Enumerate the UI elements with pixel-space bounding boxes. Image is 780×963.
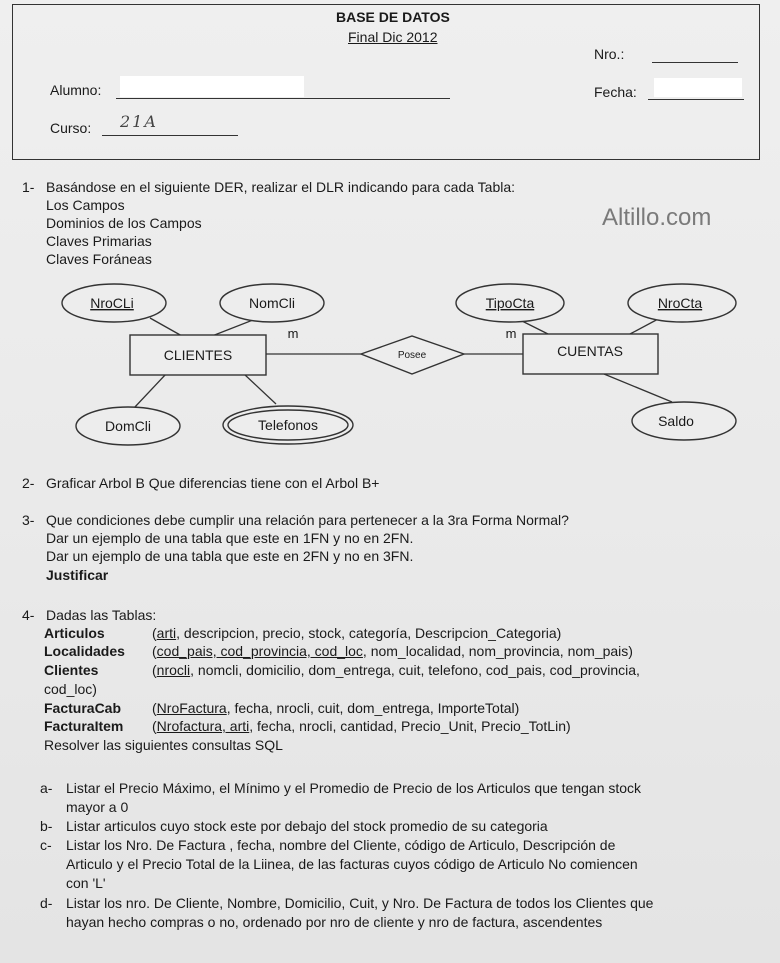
watermark: Altillo.com <box>602 204 712 231</box>
table-fields: , fecha, nrocli, cantidad, Precio_Unit, Precio_TotLin) <box>249 718 571 734</box>
item-c-line3: con 'L' <box>66 875 106 891</box>
nrocli-label: NroCLi <box>90 295 134 311</box>
q4-number: 4- <box>22 607 35 623</box>
item-d-line2: hayan hecho compras o no, ordenado por nro de cliente y nro de factura, ascendentes <box>66 914 603 930</box>
link-telefonos <box>244 374 276 404</box>
er-diagram <box>0 0 780 470</box>
item-c-letter: c- <box>40 837 52 853</box>
posee-label: Posee <box>397 350 427 361</box>
exam-title: BASE DE DATOS <box>336 9 450 25</box>
item-b-letter: b- <box>40 818 53 834</box>
q1-item: Claves Foráneas <box>46 251 152 267</box>
q3-number: 3- <box>22 512 35 528</box>
table-name: FacturaCab <box>44 700 122 716</box>
table-name: Articulos <box>44 625 105 641</box>
q2-text: Graficar Arbol B Que diferencias tiene con el Arbol B+ <box>46 475 380 491</box>
table-name: FacturaItem <box>44 718 124 734</box>
fecha-label: Fecha: <box>594 84 637 100</box>
alumno-label: Alumno: <box>50 82 102 98</box>
nomcli-label: NomCli <box>249 295 295 311</box>
q1-item: Dominios de los Campos <box>46 215 202 231</box>
nrocta-label: NroCta <box>657 295 703 311</box>
table-clientes: Clientes (nrocli, nomcli, domicilio, dom_entrega, cuit, telefono, cod_pais, cod_provincia, <box>44 662 640 678</box>
q1-text: Basándose en el siguiente DER, realizar el DLR indicando para cada Tabla: <box>46 179 516 195</box>
q3-text: Que condiciones debe cumplir una relación para pertenecer a la 3ra Forma Normal? <box>46 512 569 528</box>
item-b-line1: Listar articulos cuyo stock este por debajo del stock promedio de su categoria <box>66 818 548 834</box>
q1-item: Los Campos <box>46 197 125 213</box>
primary-key: NroFactura <box>156 700 227 716</box>
table-facturaitem: FacturaItem (Nrofactura, arti, fecha, nrocli, cantidad, Precio_Unit, Precio_TotLin) <box>44 718 571 734</box>
q1-item: Claves Primarias <box>46 233 152 249</box>
curso-label: Curso: <box>50 120 92 136</box>
q3-justificar: Justificar <box>46 567 109 583</box>
q2-number: 2- <box>22 475 35 491</box>
primary-key: arti <box>156 625 177 641</box>
table-fields: , descripcion, precio, stock, categoría, Descripcion_Categoria) <box>176 625 562 641</box>
cardinality-m-right: m <box>505 326 517 341</box>
primary-key: Nrofactura, arti <box>156 718 250 734</box>
table-name: Clientes <box>44 662 99 678</box>
item-c-line2: Articulo y el Precio Total de la Liinea, de las facturas cuyos código de Articulo No comiencen <box>66 856 638 872</box>
link-saldo <box>604 374 672 402</box>
table-clientes-cont: cod_loc) <box>44 681 97 697</box>
resolver-sql: Resolver las siguientes consultas SQL <box>44 737 283 753</box>
link-nrocli <box>150 318 182 336</box>
domcli-label: DomCli <box>105 418 151 434</box>
clientes-label: CLIENTES <box>163 347 233 363</box>
nro-label: Nro.: <box>594 46 625 62</box>
item-a-letter: a- <box>40 780 53 796</box>
item-d-letter: d- <box>40 895 53 911</box>
table-localidades: Localidades (cod_pais, cod_provincia, cod_loc, nom_localidad, nom_provincia, nom_pais) <box>44 643 633 659</box>
link-domcli <box>134 374 166 408</box>
table-facturacab: FacturaCab (NroFactura, fecha, nrocli, cuit, dom_entrega, ImporteTotal) <box>44 700 520 716</box>
link-nrocta <box>630 318 660 334</box>
table-fields: , fecha, nrocli, cuit, dom_entrega, ImporteTotal) <box>226 700 520 716</box>
q1-number: 1- <box>22 179 35 195</box>
table-fields: , nom_localidad, nom_provincia, nom_pais) <box>362 643 633 659</box>
saldo-label: Saldo <box>658 413 694 429</box>
q3-line1: Dar un ejemplo de una tabla que este en 1FN y no en 2FN. <box>46 530 414 546</box>
table-articulos: Articulos (arti, descripcion, precio, stock, categoría, Descripcion_Categoria) <box>44 625 562 641</box>
item-a-line1: Listar el Precio Máximo, el Mínimo y el Promedio de Precio de los Articulos que tengan stock <box>66 780 642 796</box>
telefonos-label: Telefonos <box>258 417 318 433</box>
q4-text: Dadas las Tablas: <box>46 607 157 623</box>
item-a-line2: mayor a 0 <box>66 799 129 815</box>
tipocta-label: TipoCta <box>485 295 535 311</box>
table-fields: , nomcli, domicilio, dom_entrega, cuit, telefono, cod_pais, cod_provincia, <box>190 662 640 678</box>
primary-key: cod_pais, cod_provincia, cod_loc <box>156 643 363 659</box>
table-name: Localidades <box>44 643 125 659</box>
exam-subtitle: Final Dic 2012 <box>348 29 438 45</box>
item-d-line1: Listar los nro. De Cliente, Nombre, Domicilio, Cuit, y Nro. De Factura de todos los Clientes que <box>66 895 654 911</box>
cardinality-m-left: m <box>287 326 299 341</box>
primary-key: nrocli <box>156 662 191 678</box>
curso-handwritten: 21A <box>120 112 158 131</box>
q3-line2: Dar un ejemplo de una tabla que este en 2FN y no en 3FN. <box>46 548 414 564</box>
cuentas-label: CUENTAS <box>557 343 623 359</box>
item-c-line1: Listar los Nro. De Factura , fecha, nombre del Cliente, código de Articulo, Descripción de <box>66 837 616 853</box>
